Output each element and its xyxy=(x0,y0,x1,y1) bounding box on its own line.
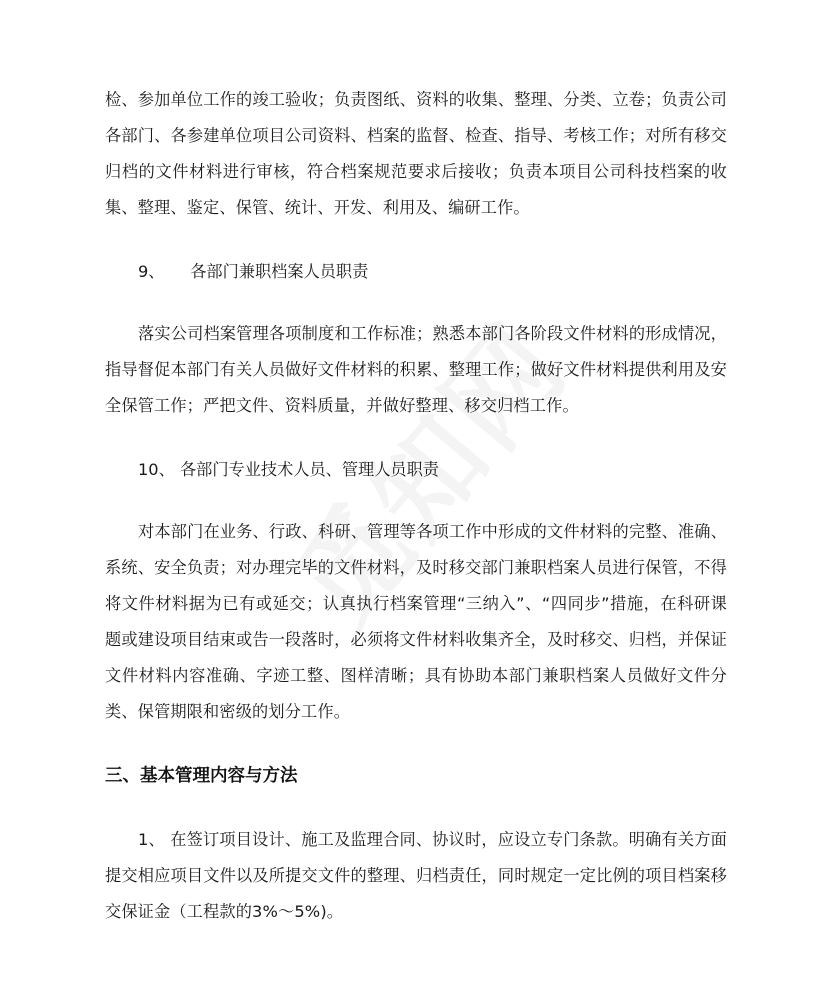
spacer xyxy=(105,226,727,254)
item-body-10: 对本部门在业务、行政、科研、管理等各项工作中形成的文件材料的完整、准确、系统、安全负责；对办理完毕的文件材料，及时移交部门兼职档案人员进行保管，不得将文件材料据为已有或延交；认真执行档案管理“三纳入”、“四同步”措施，在科研课题或建设项目结束或告一段落时，必须将文件材料收集齐全，及时移交、归档，并保证文件材料内容准确、字迹工整、图样清晰；具有协助本部门兼职档案人员做好文件分类、保管期限和密级的划分工作。 xyxy=(105,522,727,721)
paragraph-number: 1、 xyxy=(138,830,165,849)
paragraph-text: 在签订项目设计、施工及监理合同、协议时，应设立专门条款。明确有关方面提交相应项目文件以及所提交文件的整理、归档责任，同时规定一定比例的项目档案移交保证金（工程款的3%～5%)。 xyxy=(105,830,727,921)
document-page xyxy=(105,82,727,930)
item-number: 9、 xyxy=(138,262,165,281)
spacer xyxy=(105,290,727,316)
item-heading-9 xyxy=(105,254,727,290)
item-heading-10 xyxy=(105,452,727,488)
item-body-9: 落实公司档案管理各项制度和工作标准；熟悉本部门各阶段文件材料的形成情况，指导督促本部门有关人员做好文件材料的积累、整理工作；做好文件材料提供利用及安全保管工作；严把文件、资料质量，并做好整理、移交归档工作。 xyxy=(105,324,727,415)
item-title: 各部门专业技术人员、管理人员职责 xyxy=(179,460,439,479)
item-title: 各部门兼职档案人员职责 xyxy=(190,262,369,281)
spacer xyxy=(105,794,727,822)
spacer xyxy=(105,424,727,452)
intro-paragraph: 检、参加单位工作的竣工验收；负责图纸、资料的收集、整理、分类、立卷；负责公司各部门、各参建单位项目公司资料、档案的监督、检查、指导、考核工作；对所有移交归档的文件材料进行审核，符合档案规范要求后接收；负责本项目公司科技档案的收集、整理、鉴定、保管、统计、开发、利用及、编研工作。 xyxy=(105,90,727,217)
spacer xyxy=(105,488,727,514)
section-paragraph-1 xyxy=(105,822,727,930)
item-number: 10、 xyxy=(138,460,175,479)
section-heading: 三、基本管理内容与方法 xyxy=(105,766,298,786)
spacer xyxy=(105,730,727,758)
